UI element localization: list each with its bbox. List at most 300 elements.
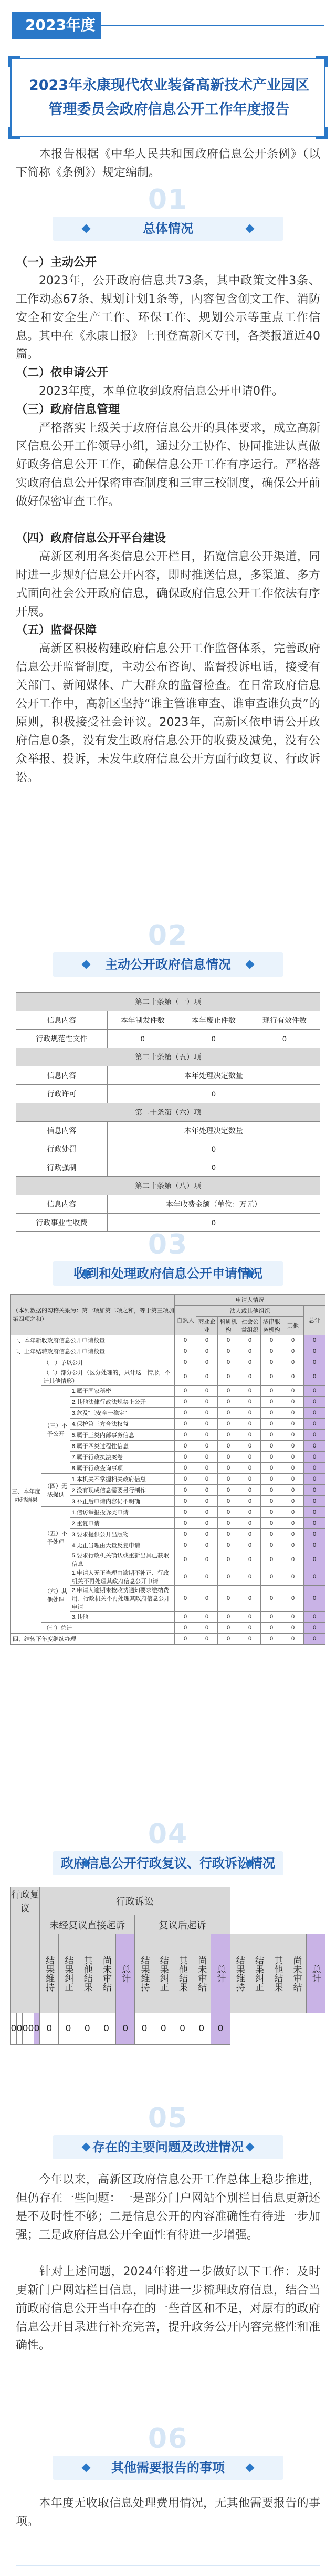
table-cell: 0 [40, 2013, 59, 2045]
row-label: 2.没有现成信息需要另行制作 [70, 1485, 174, 1496]
table-cell: 0 [304, 1441, 326, 1452]
table-cell: 0 [175, 1551, 196, 1568]
footer-divider [16, 2565, 320, 2566]
report-title-box [10, 58, 326, 137]
col-header-result: 结果维持 [230, 1934, 249, 2013]
table-cell: 0 [78, 2013, 97, 2045]
table-cell: 0 [97, 2013, 116, 2045]
row-label: 四、结转下年度继续办理 [11, 1634, 175, 1645]
table-cell: 0 [196, 1386, 218, 1397]
table-cell: 0 [218, 1441, 239, 1452]
table-cell: 0 [304, 1518, 326, 1529]
table-cell: 0 [196, 1474, 218, 1485]
table-cell: 0 [116, 2013, 135, 2045]
col-header: 本年制发件数 [107, 1011, 178, 1030]
row-label: 4.无正当理由大量反复申请 [70, 1540, 174, 1551]
table-cell: 0 [261, 1529, 282, 1540]
table-cell: 0 [17, 2013, 23, 2045]
table-cell: 0 [239, 1623, 261, 1634]
article-header: 第二十条第（八）项 [16, 1177, 320, 1195]
section-title-bar [52, 2456, 284, 2480]
table-cell: 0 [239, 1463, 261, 1474]
table-row [11, 1474, 326, 1485]
table-cell: 0 [282, 1568, 304, 1586]
table-cell: 0 [239, 1452, 261, 1463]
section-number: 02 [148, 920, 188, 951]
table-cell: 0 [261, 1586, 282, 1612]
table-cell: 0 [282, 1386, 304, 1397]
section-title: 主动公开政府信息情况 [105, 957, 231, 972]
table-cell: 0 [239, 1634, 261, 1645]
table-cell: 0 [218, 1368, 239, 1386]
row-label: 行政事业性收费 [16, 1214, 108, 1232]
paragraph-other-matters: 本年度无收取信息处理费用情况，无其他需要报告的事项。 [16, 2497, 320, 2528]
table-cell: 0 [175, 1586, 196, 1612]
section-title: 其他需要报告的事项 [111, 2460, 225, 2475]
table-cell: 0 [282, 1507, 304, 1518]
table-cell: 0 [196, 1586, 218, 1612]
table-cell: 0 [196, 1568, 218, 1586]
table-cell: 0 [175, 1623, 196, 1634]
table-cell: 0 [282, 1623, 304, 1634]
table-cell: 0 [304, 1496, 326, 1507]
table-cell: 0 [304, 1540, 326, 1551]
table-cell: 0 [261, 1518, 282, 1529]
active-disclosure-table [16, 992, 320, 1232]
subheading-platform: （四）政府信息公开平台建设 [16, 532, 166, 545]
table-cell: 0 [261, 1397, 282, 1408]
table-cell: 0 [304, 1623, 326, 1634]
row-label: 行政许可 [16, 1085, 108, 1103]
table-cell: 0 [196, 1357, 218, 1368]
section-number: 06 [148, 2423, 188, 2455]
col-header-subtype: 商业企业 [196, 1317, 218, 1335]
table-cell: 0 [196, 1623, 218, 1634]
table-cell: 0 [218, 1408, 239, 1419]
year-band [0, 0, 336, 50]
col-header-result: 其他结果 [268, 1934, 287, 2013]
table-cell: 0 [261, 1335, 282, 1346]
table-cell: 0 [218, 1430, 239, 1441]
col-header-after: 复议后起诉 [135, 1915, 230, 1934]
col-header-result: 总计 [211, 1934, 230, 2013]
table-cell: 0 [282, 1368, 304, 1386]
year-tag: 2023年度 [12, 12, 101, 39]
table-cell: 0 [304, 1507, 326, 1518]
table-cell: 0 [261, 1612, 282, 1623]
table-cell: 0 [282, 1485, 304, 1496]
report-title [27, 74, 311, 122]
table-cell: 0 [135, 2013, 154, 2045]
col-header-result: 总计 [306, 1934, 325, 2013]
col-header: 信息内容 [16, 1066, 108, 1085]
table-cell: 0 [175, 1368, 196, 1386]
table-cell: 0 [218, 1568, 239, 1586]
table-cell: 0 [261, 1357, 282, 1368]
section-06-header [0, 2423, 336, 2486]
section-05-header [0, 2102, 336, 2166]
col-header: 信息内容 [16, 1011, 108, 1030]
paragraph-platform: 高新区利用各类信息公开栏目，拓宽信息公开渠道，同时进一步规好信息公开内容，即时推送信息，多渠道、多方式面向社会公开政府信息，确保政府信息公开工作依法有序开展。 [16, 550, 320, 619]
row-group-label: （四）无法提供 [41, 1474, 70, 1507]
table-cell: 0 [261, 1368, 282, 1386]
table-cell: 0 [218, 1485, 239, 1496]
table-cell: 0 [196, 1419, 218, 1430]
row-label: 1.本机关不掌握相关政府信息 [70, 1474, 174, 1485]
table-cell: 0 [304, 1463, 326, 1474]
article-header: 第二十条第（五）项 [16, 1048, 320, 1066]
col-header-result: 总计 [116, 1934, 135, 2013]
col-header-natural: 自然人 [175, 1306, 196, 1335]
table-cell: 0 [175, 1430, 196, 1441]
table-cell: 0 [261, 1623, 282, 1634]
table-cell: 0 [34, 2013, 40, 2045]
table-cell: 0 [239, 1357, 261, 1368]
col-header-result: 结果纠正 [59, 1934, 78, 2013]
col-header-result: 尚未审结 [192, 1934, 211, 2013]
row-label: 行政处罚 [16, 1140, 108, 1158]
table-cell: 0 [261, 1346, 282, 1357]
col-header: 本年处理决定数量 [107, 1066, 320, 1085]
table-cell: 0 [196, 1335, 218, 1346]
table-cell: 0 [304, 1529, 326, 1540]
subheading-on-application: （二）依申请公开 [16, 366, 109, 379]
review-lawsuit-table [10, 1887, 326, 2045]
row-label: 7.属于行政执法案卷 [70, 1452, 174, 1463]
table-cell: 0 [282, 1397, 304, 1408]
section-title: 存在的主要问题及改进情况 [92, 2140, 244, 2154]
table-cell: 0 [175, 1485, 196, 1496]
row-label: 3.补正后申请内容仍不明确 [70, 1496, 174, 1507]
row-label: 2.其他法律行政法规禁止公开 [70, 1397, 174, 1408]
table-cell: 0 [282, 1496, 304, 1507]
table-cell: 0 [304, 1551, 326, 1568]
table-cell: 0 [107, 1158, 320, 1177]
table-cell: 0 [304, 1474, 326, 1485]
row-label: 8.属于行政查询事项 [70, 1463, 174, 1474]
report-title-line1: 2023年永康现代农业装备高新技术产业园区 [28, 77, 310, 94]
table-cell: 0 [304, 1335, 326, 1346]
table-cell: 0 [239, 1386, 261, 1397]
table-cell: 0 [196, 1634, 218, 1645]
table-cell: 0 [282, 1518, 304, 1529]
table-cell: 0 [218, 1612, 239, 1623]
table-cell: 0 [218, 1463, 239, 1474]
col-header-result: 结果维持 [40, 1934, 59, 2013]
row-group-label: 三、本年度办理结果 [11, 1357, 41, 1634]
table-cell: 0 [239, 1441, 261, 1452]
table-cell: 0 [175, 1463, 196, 1474]
table-cell: 0 [239, 1485, 261, 1496]
row-label: （七）总计 [41, 1623, 175, 1634]
table-cell: 0 [282, 1529, 304, 1540]
paragraph-info-management: 严格落实上级关于政府信息公开的具体要求，成立高新区信息公开工作领导小组，通过分工协作、协同推进认真做好政务信息公开工作，确保信息公开工作有序运行。严格落实政府信息公开保密审查制度和三审三校制度，确保公开前做好保密审查工作。 [16, 422, 320, 508]
table-cell: 0 [304, 1485, 326, 1496]
table-cell: 0 [173, 2013, 192, 2045]
table-row [11, 1623, 326, 1634]
table-cell: 0 [282, 1452, 304, 1463]
row-label: 4.保护第三方合法权益 [70, 1419, 174, 1430]
table-cell: 0 [261, 1463, 282, 1474]
table-cell: 0 [175, 1452, 196, 1463]
table-cell: 0 [239, 1408, 261, 1419]
table-cell: 0 [239, 1474, 261, 1485]
table-cell: 0 [304, 1357, 326, 1368]
table-cell: 0 [218, 1335, 239, 1346]
table-cell: 0 [196, 1346, 218, 1357]
table-cell: 0 [28, 2013, 34, 2045]
application-processing-table [10, 1294, 326, 1645]
row-label: 一、本年新收政府信息公开申请数量 [11, 1335, 175, 1346]
table-row [11, 1386, 326, 1397]
row-group-label: （五）不予处理 [41, 1507, 70, 1568]
col-header-direct: 未经复议直接起诉 [40, 1915, 135, 1934]
table-cell: 0 [282, 1551, 304, 1568]
table-cell: 0 [282, 1430, 304, 1441]
table-cell: 0 [261, 1430, 282, 1441]
section-number: 05 [148, 2102, 188, 2134]
row-label: 2.申请人逾期未按收费通知要求缴纳费用、行政机关不再处理其政府信息公开申请 [70, 1586, 174, 1612]
table-cell: 0 [239, 1430, 261, 1441]
table-cell: 0 [218, 1551, 239, 1568]
section-number: 03 [148, 1229, 188, 1260]
corner-decoration [8, 56, 20, 67]
table-cell: 0 [11, 2013, 17, 2045]
table-cell: 0 [175, 1408, 196, 1419]
table-cell: 0 [239, 1586, 261, 1612]
table-cell: 0 [196, 1518, 218, 1529]
table-cell: 0 [218, 1634, 239, 1645]
table-cell: 0 [196, 1430, 218, 1441]
table-cell: 0 [261, 1441, 282, 1452]
col-header-legal: 法人或其他组织 [196, 1306, 304, 1317]
corner-decoration [316, 127, 328, 139]
table-cell: 0 [282, 1463, 304, 1474]
row-label: （二）部分公开（区分处理的，只计这一情形，不计其他情形） [41, 1368, 175, 1386]
table-cell: 0 [261, 1496, 282, 1507]
section-02-header [0, 920, 336, 983]
table-cell: 0 [282, 1441, 304, 1452]
table-cell: 0 [261, 1568, 282, 1586]
intro-paragraph: 本报告根据《中华人民共和国政府信息公开条例》（以下简称《条例》）规定编制。 [16, 148, 320, 179]
subheading-active-disclosure: （一）主动公开 [16, 256, 97, 269]
table-cell: 0 [304, 1408, 326, 1419]
table-cell: 0 [282, 1346, 304, 1357]
table-cell: 0 [239, 1507, 261, 1518]
col-header-total: 总计 [304, 1306, 326, 1335]
table-row [11, 1335, 326, 1346]
section-04-header [0, 1819, 336, 1882]
table-cell: 0 [107, 1085, 320, 1103]
row-group-label: （三）不予公开 [41, 1386, 70, 1474]
col-header-subtype: 其他 [282, 1317, 304, 1335]
table-cell: 0 [304, 1586, 326, 1612]
table-cell: 0 [175, 1357, 196, 1368]
col-header-subtype: 法律服务机构 [261, 1317, 282, 1335]
col-header: 本年收费金额（单位：万元） [107, 1195, 320, 1214]
table-cell: 0 [261, 1386, 282, 1397]
section-title-bar [52, 217, 284, 241]
table-cell: 0 [261, 1540, 282, 1551]
paragraph-supervision: 高新区积极构建政府信息公开工作监督体系，完善政府信息公开监督制度，主动公布咨询、监督投诉电话，接受有关部门、新闻媒体、广大群众的监督检查。在日常政府信息公开工作中，高新区坚持“谁主管谁审查、谁审查谁负责”的原则，积极接受社会评议。2023年，高新区依申请公开政府信息0条，没有发生政府信息公开的收费及减免，没有公众举报、投诉，未发生政府信息公开方面行政复议、行政诉讼。 [16, 642, 320, 784]
table-cell: 0 [218, 1586, 239, 1612]
section-01-header [0, 184, 336, 247]
table-cell: 0 [175, 1568, 196, 1586]
col-header-result: 尚未审结 [97, 1934, 116, 2013]
row-label: 3.其他 [70, 1612, 174, 1623]
col-header-applicant: 申请人情况 [175, 1295, 326, 1306]
col-header-result: 结果纠正 [249, 1934, 268, 2013]
table-cell: 0 [154, 2013, 173, 2045]
table-cell: 0 [218, 1507, 239, 1518]
table-cell: 0 [239, 1529, 261, 1540]
row-label: 二、上年结转政府信息公开申请数量 [11, 1346, 175, 1357]
table-cell: 0 [304, 1346, 326, 1357]
table-cell: 0 [282, 1357, 304, 1368]
corner-decoration [316, 56, 328, 67]
table-cell: 0 [175, 1441, 196, 1452]
table-cell: 0 [304, 1568, 326, 1586]
section-number: 04 [148, 1819, 188, 1850]
table-cell: 0 [196, 1452, 218, 1463]
table-row [11, 1357, 326, 1368]
article-header: 第二十条第（一）项 [16, 993, 320, 1011]
table-cell: 0 [218, 1397, 239, 1408]
table-cell: 0 [192, 2013, 211, 2045]
col-header-lawsuit: 行政诉讼 [40, 1887, 230, 1915]
table-cell: 0 [175, 1346, 196, 1357]
row-label: 1.申请人无正当理由逾期不补正、行政机关不再处理其政府信息公开申请 [70, 1568, 174, 1586]
report-title-line2: 管理委员会政府信息公开工作年度报告 [48, 101, 290, 118]
table-cell: 0 [261, 1452, 282, 1463]
row-label: （一）予以公开 [41, 1357, 175, 1368]
table-cell: 0 [196, 1408, 218, 1419]
table-cell: 0 [261, 1419, 282, 1430]
table-cell: 0 [282, 1419, 304, 1430]
subheading-info-management: （三）政府信息管理 [16, 403, 120, 416]
table-cell: 0 [304, 1419, 326, 1430]
corner-decoration [8, 127, 20, 139]
table-cell: 0 [239, 1551, 261, 1568]
row-label: 3.危及“三安全一稳定” [70, 1408, 174, 1419]
col-header: 信息内容 [16, 1122, 108, 1140]
col-header-result: 其他结果 [173, 1934, 192, 2013]
col-header: 本年处理决定数量 [107, 1122, 320, 1140]
table-cell: 0 [218, 1623, 239, 1634]
row-label: 3.要求提供公开出版物 [70, 1529, 174, 1540]
table-cell: 0 [239, 1612, 261, 1623]
table-cell: 0 [261, 1485, 282, 1496]
table-cell: 0 [282, 1474, 304, 1485]
col-header-review: 行政复议 [11, 1887, 40, 1915]
section-title-bar [52, 952, 284, 977]
table-cell: 0 [218, 1474, 239, 1485]
table-cell: 0 [175, 1474, 196, 1485]
table-row [11, 1568, 326, 1586]
section-03-header [0, 1229, 336, 1292]
table-cell: 0 [175, 1612, 196, 1623]
col-header: 本年废止件数 [178, 1011, 249, 1030]
table-cell: 0 [249, 1030, 320, 1048]
table-cell: 0 [196, 1463, 218, 1474]
paragraph-on-application: 2023年度，本单位收到政府信息公开申请0件。 [39, 385, 284, 398]
year-divider [101, 25, 324, 26]
section-title: 收到和处理政府信息公开申请情况 [74, 1266, 262, 1281]
table-cell: 0 [175, 1634, 196, 1645]
table-cell: 0 [304, 1386, 326, 1397]
table-cell: 0 [261, 1634, 282, 1645]
table-cell: 0 [304, 1612, 326, 1623]
table-cell: 0 [304, 1452, 326, 1463]
table-cell: 0 [239, 1346, 261, 1357]
col-header-result: 结果维持 [135, 1934, 154, 2013]
table-cell: 0 [175, 1518, 196, 1529]
table-cell: 0 [196, 1397, 218, 1408]
table-cell: 0 [175, 1529, 196, 1540]
row-label: 行政规范性文件 [16, 1030, 108, 1048]
table-cell: 0 [261, 1408, 282, 1419]
table-cell: 0 [282, 1586, 304, 1612]
paragraph-problems: 今年以来，高新区政府信息公开工作总体上稳步推进，但仍存在一些问题：一是部分门户网站个别栏目信息更新还是不及时性不够；二是信息公开的内容准确性有待进一步加强；三是政府信息公开全面性有待进一步增强。 [16, 2173, 320, 2242]
table-cell: 0 [218, 1346, 239, 1357]
table-cell: 0 [261, 1474, 282, 1485]
table-cell: 0 [218, 1529, 239, 1540]
col-header: 信息内容 [16, 1195, 108, 1214]
article-header: 第二十条第（六）项 [16, 1103, 320, 1122]
row-label: 5.要求行政机关确认或重新出具已获取信息 [70, 1551, 174, 1568]
table-cell: 0 [196, 1485, 218, 1496]
row-label: 行政强制 [16, 1158, 108, 1177]
table-cell: 0 [107, 1214, 320, 1232]
table-cell: 0 [178, 1030, 249, 1048]
table-cell: 0 [175, 1507, 196, 1518]
table-cell: 0 [196, 1529, 218, 1540]
table-cell: 0 [239, 1335, 261, 1346]
table-row [11, 1634, 326, 1645]
table-cell: 0 [196, 1551, 218, 1568]
table-cell: 0 [196, 1612, 218, 1623]
blank-cell [11, 1915, 40, 2013]
table-cell: 0 [282, 1408, 304, 1419]
table-cell: 0 [239, 1419, 261, 1430]
row-label: 6.属于四类过程性信息 [70, 1441, 174, 1452]
table-cell: 0 [239, 1368, 261, 1386]
table-cell: 0 [261, 1551, 282, 1568]
section-title-bar [52, 2135, 284, 2159]
section-title: 政府信息公开行政复议、行政诉讼情况 [61, 1856, 275, 1871]
table-cell: 0 [59, 2013, 78, 2045]
table-cell: 0 [107, 1140, 320, 1158]
table-cell: 0 [261, 1507, 282, 1518]
table-cell: 0 [196, 1441, 218, 1452]
table-cell: 0 [218, 1419, 239, 1430]
table-cell: 0 [218, 1357, 239, 1368]
table-cell: 0 [175, 1397, 196, 1408]
section-title-bar [52, 1851, 284, 1875]
table-cell: 0 [175, 1496, 196, 1507]
table-cell: 0 [239, 1568, 261, 1586]
table-cell: 0 [196, 1368, 218, 1386]
table-cell: 0 [218, 1540, 239, 1551]
row-label: 1.属于国家秘密 [70, 1386, 174, 1397]
table-cell: 0 [304, 1368, 326, 1386]
col-header-subtype: 科研机构 [218, 1317, 239, 1335]
table-cell: 0 [239, 1540, 261, 1551]
table-cell: 0 [282, 1335, 304, 1346]
row-label: 1.信访举报投诉类申请 [70, 1507, 174, 1518]
col-header-result: 结果纠正 [154, 1934, 173, 2013]
section-title-bar [52, 1261, 284, 1286]
